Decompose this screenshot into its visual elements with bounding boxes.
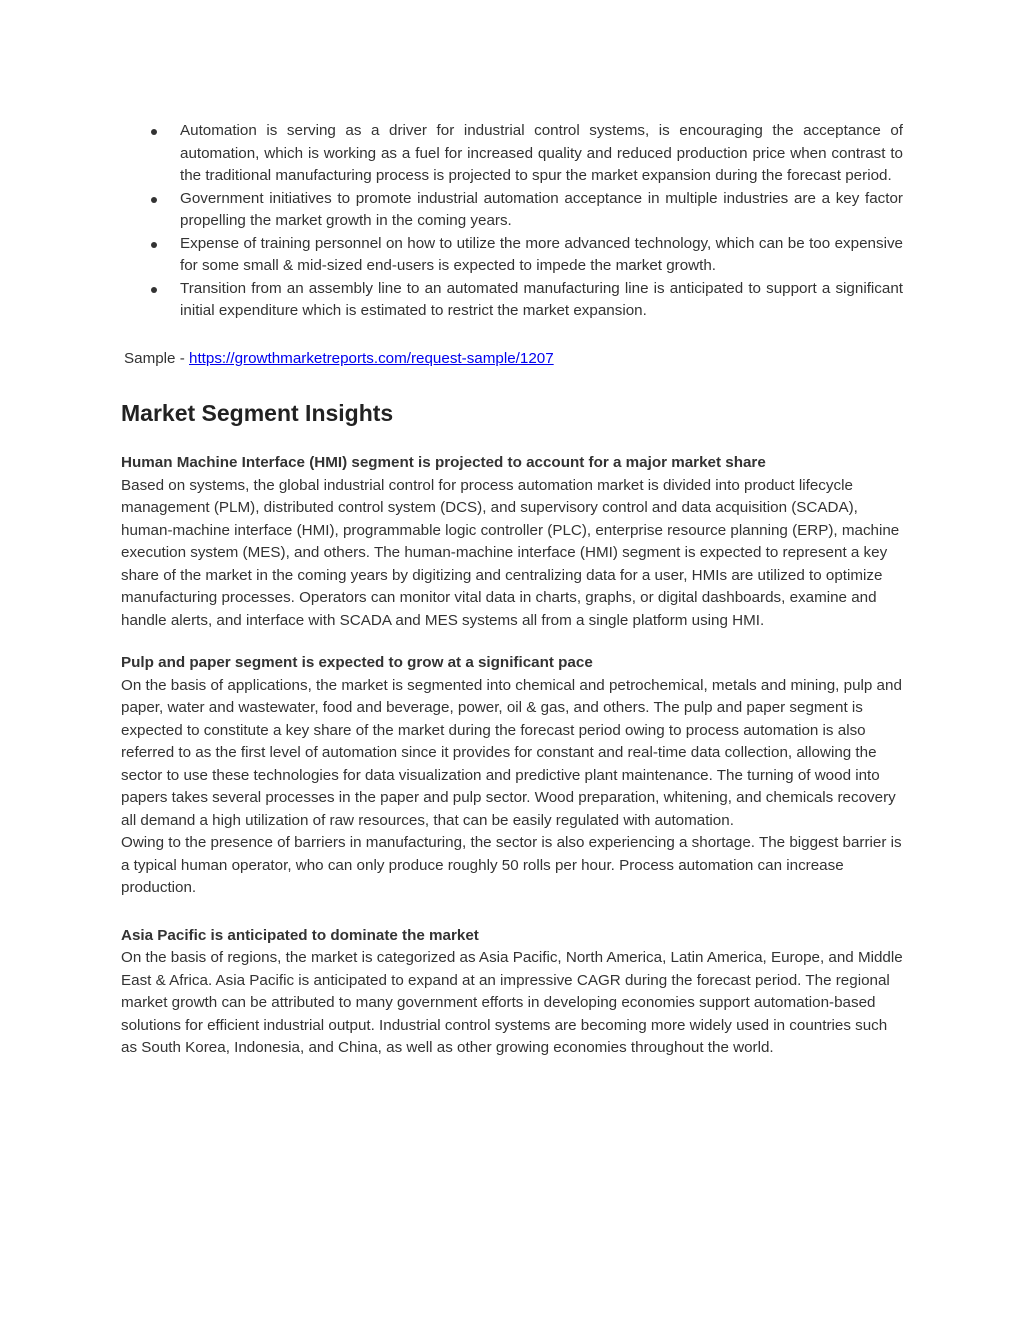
sample-label: Sample - [124,349,189,367]
bullet-text: Expense of training personnel on how to utilize the more advanced technology, which can be too expensive for some small & mid-sized end-users is expected to impede the market growth. [180,234,903,274]
subsection-body: On the basis of applications, the market is segmented into chemical and petrochemical, metals and mining, pulp and paper, water and wastewater, food and beverage, power, oil & gas, and others. The pulp and paper segment is expected to constitute a key share of the market during the forecast period owing to process automation is also referred to as the first level of automation since it provides for constant and real-time data collection, allowing the sector to use these technologies for data visualization and predictive plant maintenance. The turning of wood into papers takes several processes in the paper and pulp sector. Wood preparation, whitening, and chemicals recovery all demand a high utilization of raw resources, that can be easily regulated with automation. [121,676,902,829]
sample-link[interactable]: https://growthmarketreports.com/request-sample/1207 [189,349,554,367]
section-heading: Market Segment Insights [121,400,394,426]
bullet-text: Transition from an assembly line to an automated manufacturing line is anticipated to support a significant initial expenditure which is estimated to restrict the market expansion. [180,279,903,319]
document-page [121,120,903,1060]
bullet-icon [151,129,157,135]
list-item [121,278,903,323]
pulp-paper-section [121,652,903,900]
subsection-body: On the basis of regions, the market is categorized as Asia Pacific, North America, Latin America, Europe, and Middle East & Africa. Asia Pacific is anticipated to expand at an impressive CAGR during the forecast period. The regional market growth can be attributed to many government efforts in developing economies support automation-based solutions for efficient industrial output. Industrial control systems are becoming more widely used in countries such as South Korea, Indonesia, and China, as well as other growing economies throughout the world. [121,949,903,1056]
bullet-icon [151,242,157,248]
bullet-text: Government initiatives to promote industrial automation acceptance in multiple industries are a key factor propelling the market growth in the coming years. [180,189,903,229]
subsection-body: Based on systems, the global industrial control for process automation market is divided into product lifecycle management (PLM), distributed control system (DCS), and supervisory control and data acquisition (SCADA), human-machine interface (HMI), programmable logic controller (PLC), enterprise resource planning (ERP), machine execution system (MES), and others. The human-machine interface (HMI) segment is expected to represent a key share of the market in the coming years by digitizing and centralizing data for a user, HMIs are utilized to optimize manufacturing processes. Operators can monitor vital data in charts, graphs, or digital dashboards, examine and handle alerts, and interface with SCADA and MES systems all from a single platform using HMI. [121,476,900,629]
hmi-section [121,452,903,632]
list-item [121,188,903,233]
list-item [121,120,903,188]
bullet-icon [151,287,157,293]
subsection-title: Asia Pacific is anticipated to dominate the market [121,926,479,944]
bullet-list [121,120,903,323]
subsection-title: Human Machine Interface (HMI) segment is projected to account for a major market share [121,454,766,471]
bullet-icon [151,197,157,203]
asia-pacific-section [121,925,903,1060]
list-item [121,233,903,278]
sample-line [121,348,903,371]
bullet-text: Automation is serving as a driver for industrial control systems, is encouraging the acceptance of automation, which is working as a fuel for increased quality and reduced production price when contrast to the traditional manufacturing process is projected to spur the market expansion during the forecast period. [180,122,903,184]
subsection-extra-paragraph: Owing to the presence of barriers in manufacturing, the sector is also experiencing a shortage. The biggest barrier is a typical human operator, who can only produce roughly 50 rolls per hour. Process automation can increase production. [121,834,902,896]
subsection-title: Pulp and paper segment is expected to grow at a significant pace [121,654,593,671]
